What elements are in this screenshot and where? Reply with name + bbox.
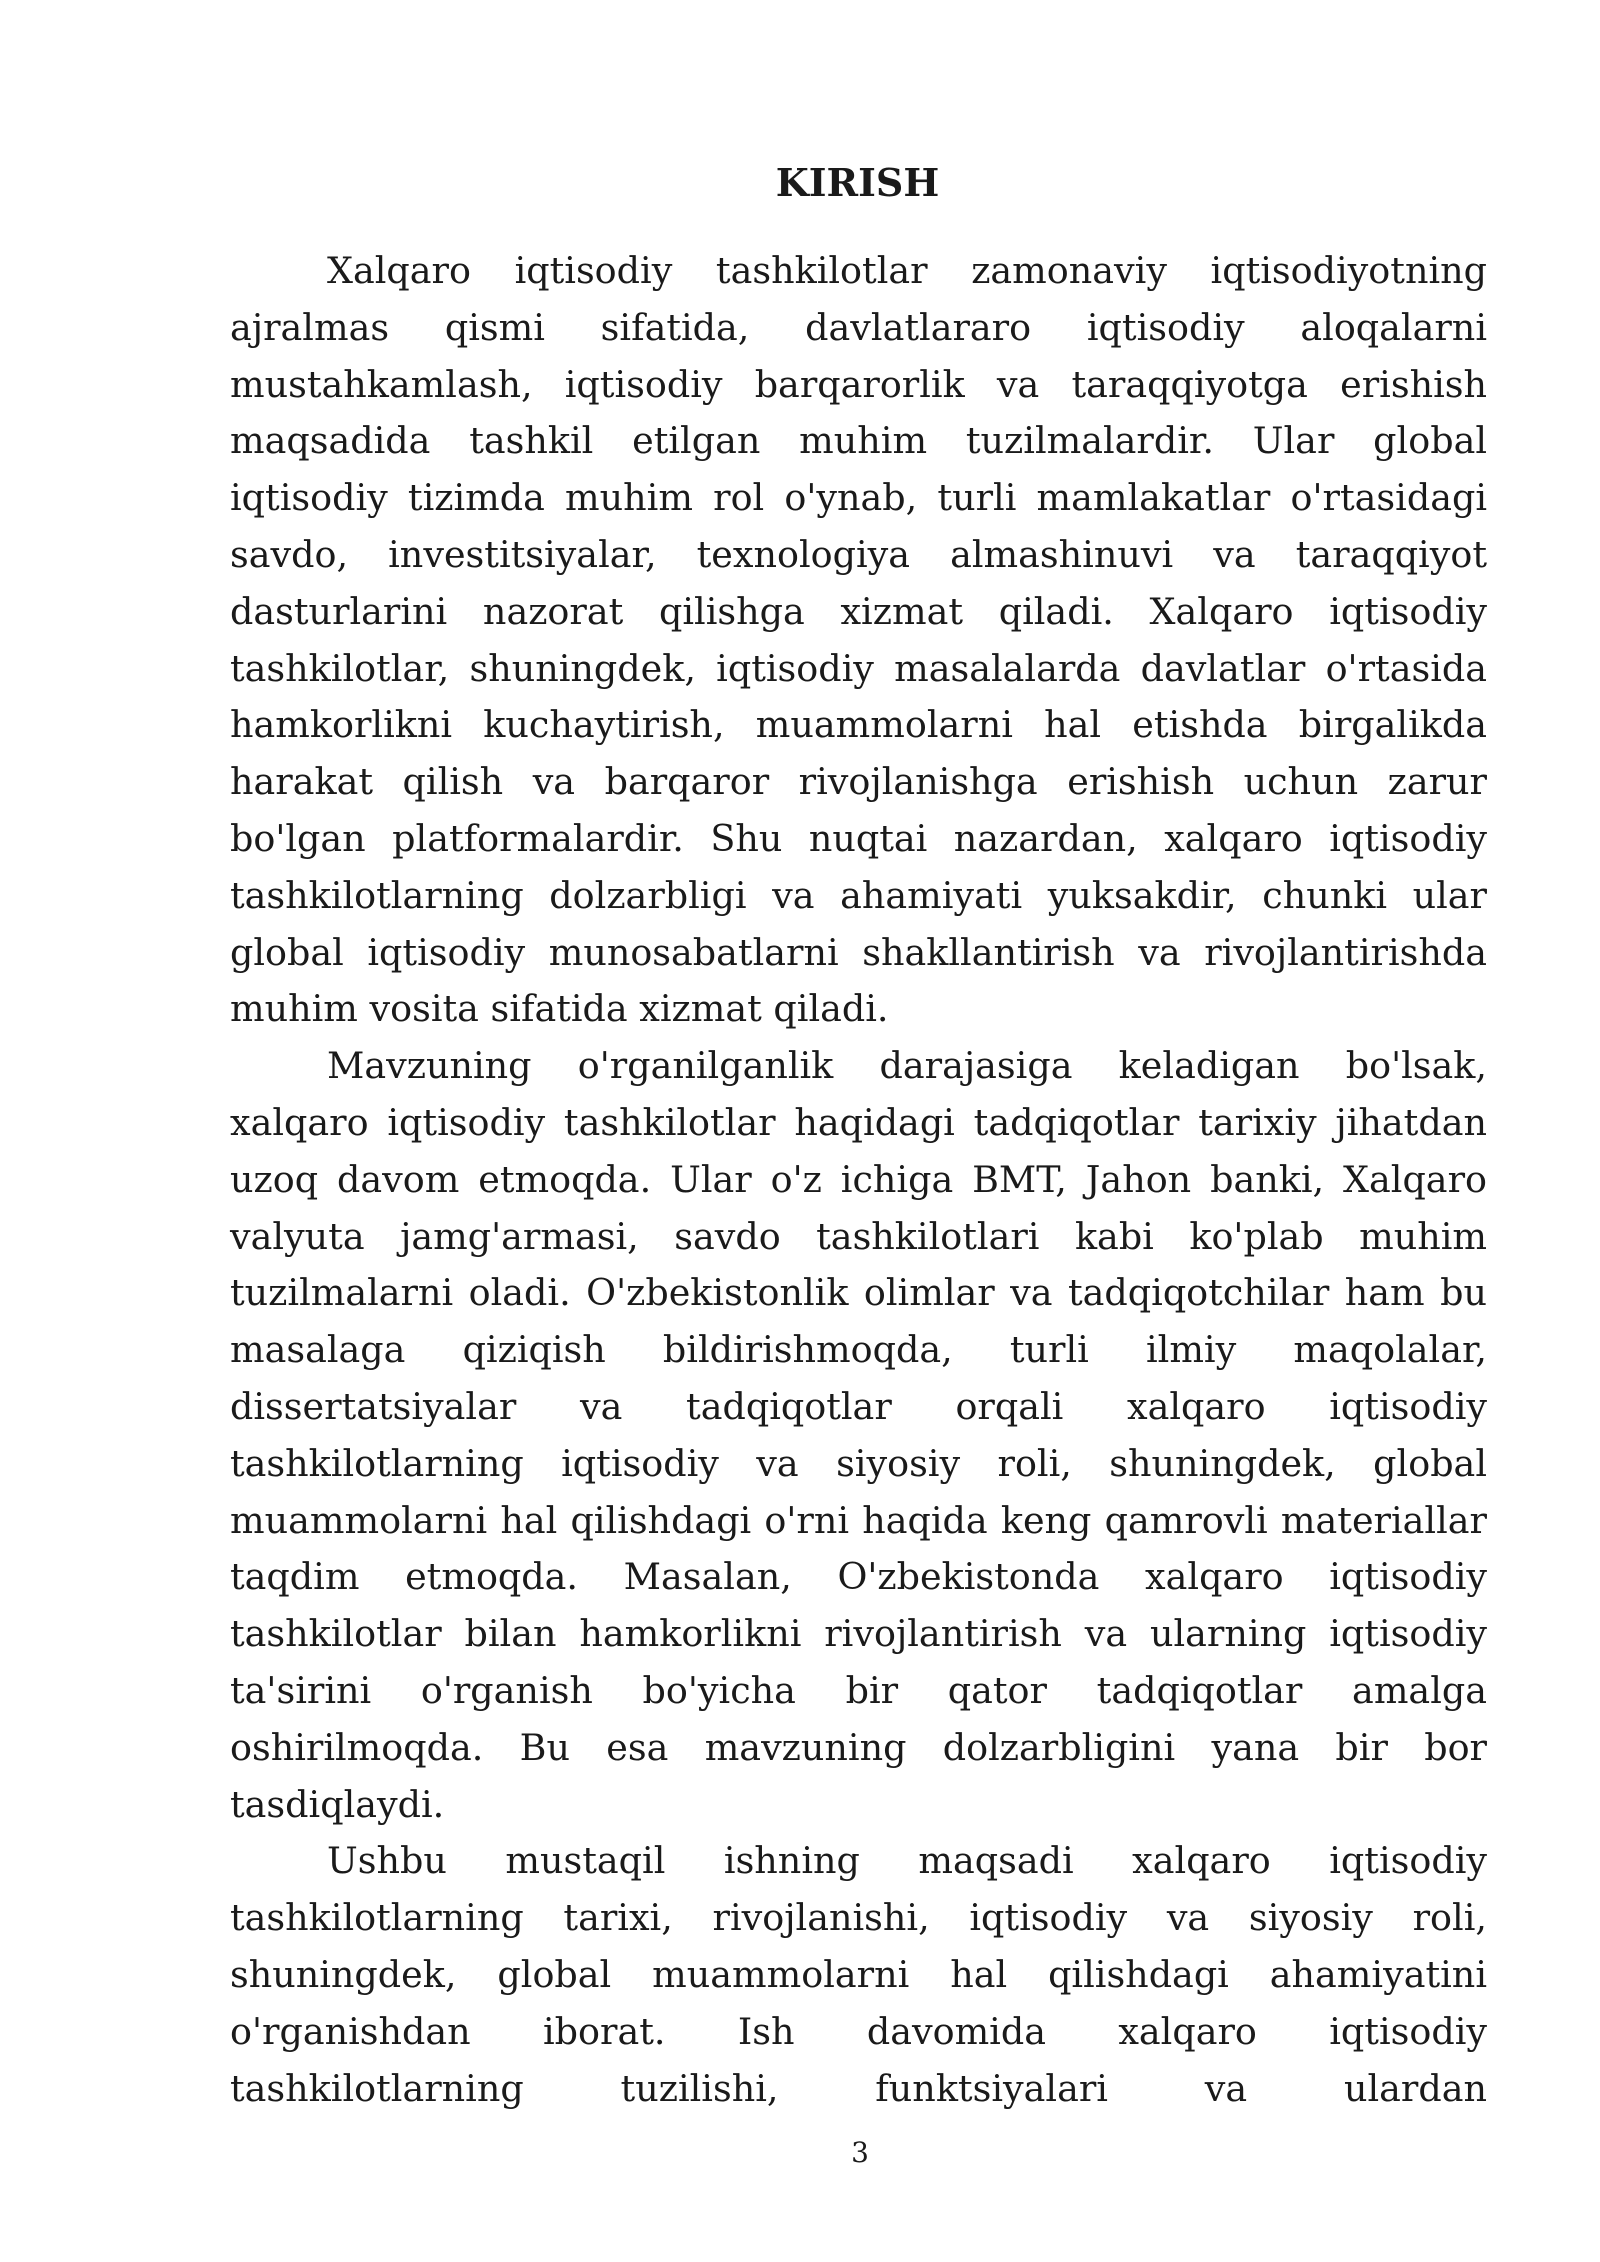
- paragraph-aim: Ushbu mustaqil ishning maqsadi xalqaro iqtisodiy tashkilotlarning tarixi, rivojlanishi, iqtisodiy va siyosiy roli, shuningdek, global muammolarni hal qilishdagi ahamiyatini o'rganishdan iborat. Ish davomida xalqaro iqtisodiy tashkilotlarning tuzilishi, funktsiyalari va ulardan: [230, 1839, 1487, 2110]
- paragraph-intro: Xalqaro iqtisodiy tashkilotlar zamonaviy iqtisodiyotning ajralmas qismi sifatida, davlatlararo iqtisodiy aloqalarni mustahkamlash, iqtisodiy barqarorlik va taraqqiyotga erishish maqsadida tashkil etilgan muhim tuzilmalardir. Ular global iqtisodiy tizimda muhim rol o'ynab, turli mamlakatlar o'rtasidagi savdo, investitsiyalar, texnologiya almashinuvi va taraqqiyot dasturlarini nazorat qilishga xizmat qiladi. Xalqaro iqtisodiy tashkilotlar, shuningdek, iqtisodiy masalalarda davlatlar o'rtasida hamkorlikni kuchaytirish, muammolarni hal etishda birgalikda harakat qilish va barqaror rivojlanishga erishish uchun zarur bo'lgan platformalardir. Shu nuqtai nazardan, xalqaro iqtisodiy tashkilotlarning dolzarbligi va ahamiyati yuksakdir, chunki ular global iqtisodiy munosabatlarni shakllantirish va rivojlantirishda muhim vosita sifatida xizmat qiladi.: [230, 249, 1487, 1031]
- section-title: KIRISH: [775, 160, 940, 205]
- page-number: 3: [851, 2136, 869, 2169]
- paragraph-research-level: Mavzuning o'rganilganlik darajasiga keladigan bo'lsak, xalqaro iqtisodiy tashkilotlar haqidagi tadqiqotlar tarixiy jihatdan uzoq davom etmoqda. Ular o'z ichiga BMT, Jahon banki, Xalqaro valyuta jamg'armasi, savdo tashkilotlari kabi ko'plab muhim tuzilmalarni oladi. O'zbekistonlik olimlar va tadqiqotchilar ham bu masalaga qiziqish bildirishmoqda, turli ilmiy maqolalar, dissertatsiyalar va tadqiqotlar orqali xalqaro iqtisodiy tashkilotlarning iqtisodiy va siyosiy roli, shuningdek, global muammolarni hal qilishdagi o'rni haqida keng qamrovli materiallar taqdim etmoqda. Masalan, O'zbekistonda xalqaro iqtisodiy tashkilotlar bilan hamkorlikni rivojlantirish va ularning iqtisodiy ta'sirini o'rganish bo'yicha bir qator tadqiqotlar amalga oshirilmoqda. Bu esa mavzuning dolzarbligini yana bir bor tasdiqlaydi.: [230, 1044, 1487, 1826]
- document-body: [230, 243, 1487, 2117]
